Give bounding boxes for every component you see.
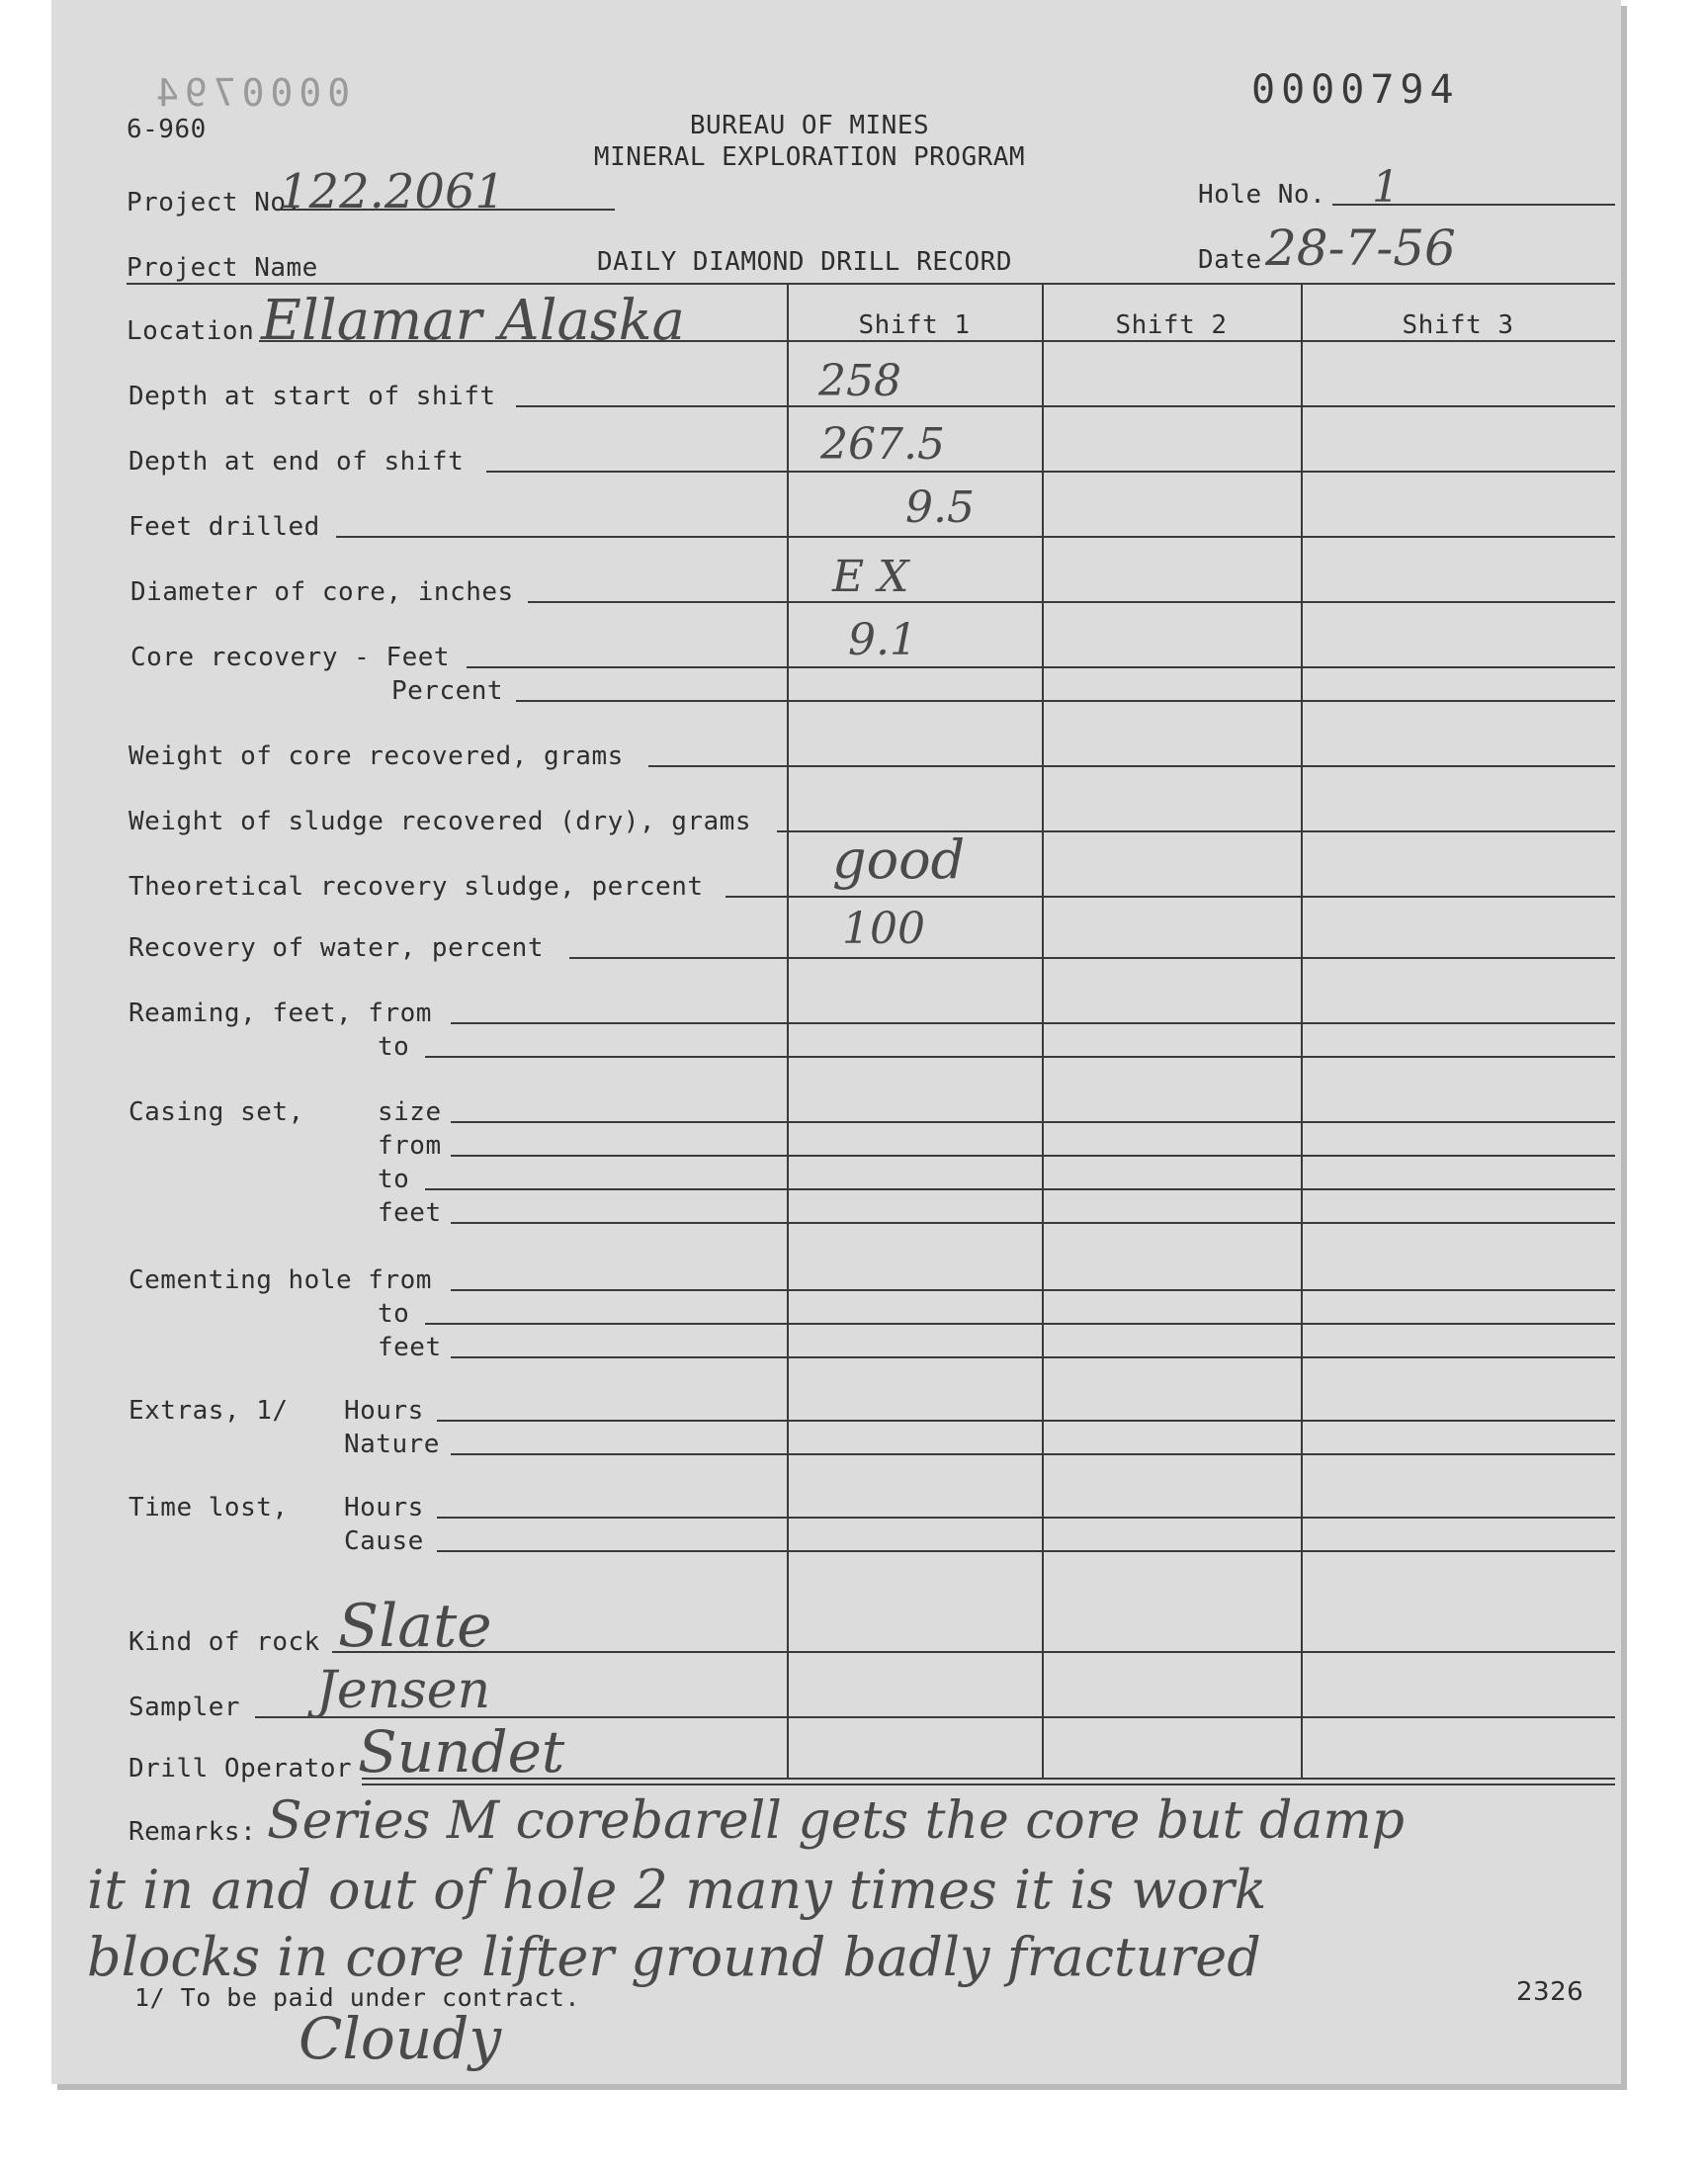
row-core-recovery: Core recovery - Feet — [130, 643, 451, 672]
row-cementing: Cementing hole from — [128, 1265, 432, 1295]
row-extras-nature: Nature — [344, 1430, 440, 1459]
shift1-depth-end: 267.5 — [820, 419, 945, 470]
shift1-core-recovery: 9.1 — [848, 615, 917, 665]
row-reaming-to: to — [378, 1032, 410, 1062]
shift1-water: 100 — [842, 904, 925, 954]
date-label: Date — [1198, 245, 1262, 275]
row-reaming: Reaming, feet, from — [128, 999, 432, 1028]
project-no-label: Project No. — [127, 188, 302, 218]
sampler-value: Jensen — [316, 1661, 491, 1720]
remarks-label: Remarks: — [128, 1817, 257, 1847]
hole-no-label: Hole No. — [1198, 180, 1326, 210]
location-label: Location — [127, 316, 255, 346]
row-time-lost-hours: Hours — [344, 1493, 424, 1522]
row-cementing-feet: feet — [378, 1333, 442, 1362]
document-number: 0000794 — [1251, 67, 1460, 113]
bleed-through-stamp: 0000794 — [150, 71, 351, 115]
row-depth-end: Depth at end of shift — [128, 447, 465, 477]
row-time-lost: Time lost, — [128, 1493, 289, 1522]
row-theoretical: Theoretical recovery sludge, percent — [128, 872, 704, 902]
remarks-line-3: blocks in core lifter ground badly fractured — [87, 1926, 1261, 1988]
row-diameter: Diameter of core, inches — [130, 577, 514, 607]
drill-operator-value: Sundet — [358, 1718, 565, 1785]
bureau-title: BUREAU OF MINES — [689, 111, 930, 140]
shift1-diameter: EX — [832, 552, 923, 602]
shift1-depth-start: 258 — [818, 356, 901, 406]
form-sheet — [51, 0, 1621, 2084]
row-kind-of-rock: Kind of rock — [128, 1627, 320, 1657]
location-value: Ellamar Alaska — [261, 289, 685, 353]
remarks-line-1: Series M corebarell gets the core but damp — [267, 1791, 1405, 1851]
record-title: DAILY DIAMOND DRILL RECORD — [597, 247, 1012, 277]
program-title: MINERAL EXPLORATION PROGRAM — [593, 142, 1026, 172]
row-casing: Casing set, — [128, 1097, 304, 1127]
row-feet-drilled: Feet drilled — [128, 512, 320, 542]
row-sampler: Sampler — [128, 1693, 241, 1722]
column-shift-1: Shift 1 — [858, 310, 971, 340]
kind-of-rock-value: Slate — [338, 1592, 492, 1661]
row-time-lost-cause: Cause — [344, 1526, 424, 1556]
column-shift-3: Shift 3 — [1402, 310, 1514, 340]
row-casing-to: to — [378, 1165, 410, 1194]
hole-no-value: 1 — [1372, 162, 1400, 213]
row-weight-sludge: Weight of sludge recovered (dry), grams — [128, 807, 751, 836]
weather-note: Cloudy — [299, 2005, 502, 2072]
date-value: 28-7-56 — [1265, 219, 1456, 277]
row-casing-size: size — [378, 1097, 442, 1127]
footnote: 1/ To be paid under contract. — [134, 1983, 580, 2012]
row-water: Recovery of water, percent — [128, 933, 544, 963]
project-name-label: Project Name — [127, 253, 318, 283]
row-cementing-to: to — [378, 1299, 410, 1329]
column-shift-2: Shift 2 — [1115, 310, 1228, 340]
row-depth-start: Depth at start of shift — [128, 382, 496, 411]
row-weight-core: Weight of core recovered, grams — [128, 741, 624, 771]
form-number: 6-960 — [127, 115, 207, 144]
row-drill-operator: Drill Operator — [128, 1754, 353, 1784]
shift1-feet-drilled: 9.5 — [905, 482, 975, 533]
row-casing-feet: feet — [378, 1198, 442, 1228]
row-casing-from: from — [378, 1131, 442, 1161]
row-extras: Extras, 1/ — [128, 1396, 289, 1426]
remarks-line-2: it in and out of hole 2 many times it is work — [87, 1859, 1267, 1921]
project-no-value: 122.2061 — [279, 164, 506, 219]
page-code: 2326 — [1516, 1977, 1584, 2007]
shift1-theoretical: good — [832, 828, 966, 891]
row-percent: Percent — [391, 676, 504, 706]
row-extras-hours: Hours — [344, 1396, 424, 1426]
